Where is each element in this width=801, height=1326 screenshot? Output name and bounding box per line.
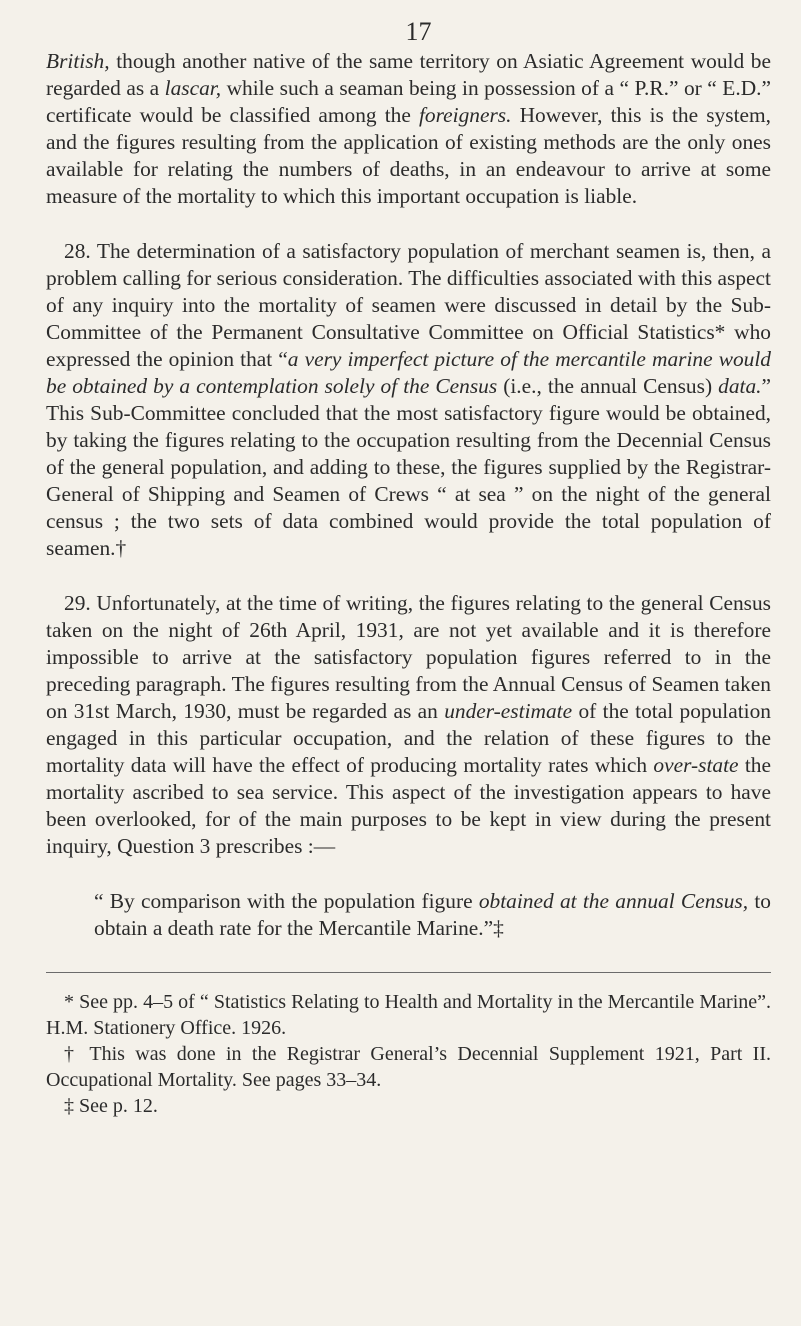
text-italic: a very imperfect picture of the mercantile marine would be obtained by a contemplation solely of the Census (46, 347, 771, 398)
text-italic: lascar, (164, 76, 222, 100)
text-italic: obtained at the annual Census, (478, 889, 749, 913)
text-italic: data. (718, 374, 762, 398)
text-run: the mortality ascribed to sea service. This aspect of the investigation appears to have been overlooked, for of the main purposes to be kept in view during the present inquiry, Question 3 prescribes :— (46, 753, 771, 858)
text-run: to obtain a death rate for the Mercantile Marine.”‡ (94, 889, 771, 940)
text-run: (i.e., the annual Census) (497, 374, 719, 398)
page-number: 17 (405, 17, 432, 46)
text-run: 28. The determination of a satisfactory population of merchant seamen is, then, a problem calling for serious consideration. The difficulties associated with this aspect of any inquiry into the mortality of seamen were discussed in detail by the Sub-Committee of the Permanent Consultative Committee on Official Statistics* who expressed the opinion that “ (46, 239, 771, 371)
footnote-2: † This was done in the Registrar General’s Decennial Supplement 1921, Part II. Occupational Mortality. See pages 33–34. (46, 1043, 771, 1091)
block-quote (46, 888, 771, 942)
text-italic: over-state (653, 753, 739, 777)
text-italic: British, (46, 49, 110, 73)
text-run: though another native of the same territory on Asiatic Agreement would be regarded as a (46, 49, 771, 100)
footnote-divider (46, 972, 771, 973)
text-run: 29. Unfortunately, at the time of writing, the figures relating to the general Census taken on the night of 26th April, 1931, are not yet available and it is therefore impossible to arrive at the satisfactory population figures referred to in the preceding paragraph. The figures resulting from the Annual Census of Seamen taken on 31st March, 1930, must be regarded as an (46, 591, 771, 723)
text-run: “ By comparison with the population figure (94, 889, 479, 913)
paragraph-28 (46, 238, 771, 562)
text-italic: foreigners. (418, 103, 512, 127)
paragraph-continuation (46, 48, 771, 210)
text-italic: under-estimate (444, 699, 573, 723)
text-run: ” This Sub-Committee concluded that the most satisfactory figure would be obtained, by taking the figures relating to the occupation resulting from the Decennial Census of the general population, and adding to these, the figures supplied by the Registrar-General of Shipping and Seamen of Crews “ at sea ” on the night of the general census ; the two sets of data combined would provide the total population of seamen.† (46, 374, 772, 560)
footnote-1: * See pp. 4–5 of “ Statistics Relating to Health and Mortality in the Mercantile Marine”. H.M. Stationery Office. 1926. (46, 991, 771, 1039)
text-run: However, this is the system, and the figures resulting from the application of existing methods are the only ones available for relating the numbers of deaths, in an endeavour to arrive at some measure of the mortality to which this important occupation is liable. (46, 103, 771, 208)
footnote-3: ‡ See p. 12. (64, 1095, 158, 1117)
text-run: while such a seaman being in possession of a “ P.R.” or “ E.D.” certificate would be classified among the (46, 76, 771, 127)
paragraph-29 (46, 590, 771, 860)
text-run: of the total population engaged in this particular occupation, and the relation of these figures to the mortality data will have the effect of producing mortality rates which (46, 699, 771, 777)
